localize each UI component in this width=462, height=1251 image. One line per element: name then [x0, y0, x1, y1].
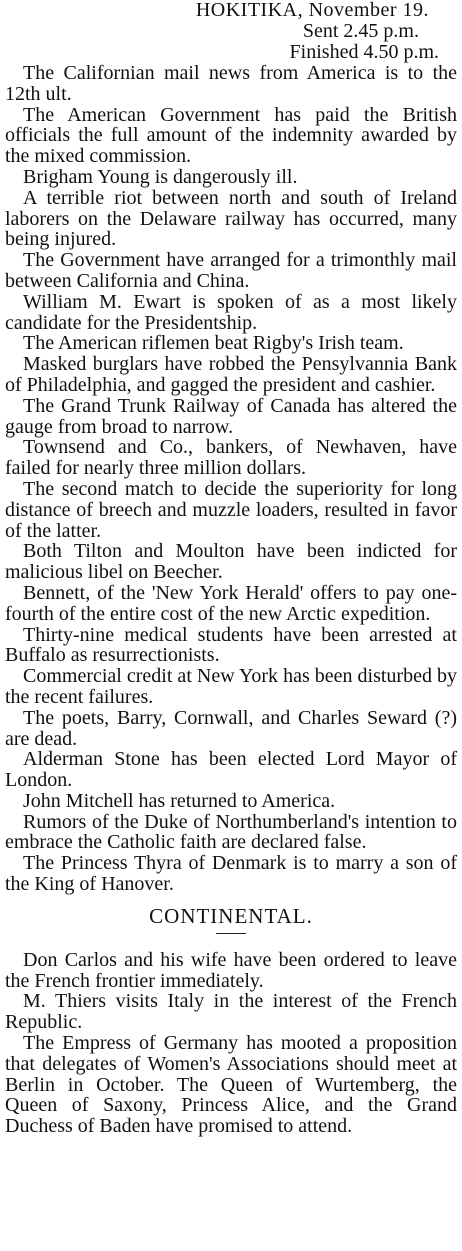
news-item: Commercial credit at New York has been disturbed by the recent failures.: [5, 665, 457, 708]
continental-news: [5, 950, 457, 1137]
news-item: The second match to decide the superiority for long distance of breech and muzzle loaders, resulted in favor of the latter.: [5, 477, 457, 542]
news-item: The poets, Barry, Cornwall, and Charles Seward (?) are dead.: [5, 706, 457, 750]
news-item: Rumors of the Duke of Northumberland's intention to embrace the Catholic faith are declared false.: [5, 810, 457, 854]
news-item: The American riflemen beat Rigby's Irish team.: [23, 332, 404, 355]
news-item: William M. Ewart is spoken of as a most likely candidate for the Presidentship.: [5, 290, 457, 334]
section-heading: CONTINENTAL.: [149, 903, 313, 928]
place-date: HOKITIKA, November 19.: [195, 0, 429, 21]
news-item: M. Thiers visits Italy in the interest of the French Republic.: [5, 990, 457, 1034]
american-news: [5, 63, 457, 895]
news-item: Alderman Stone has been elected Lord Mayor of London.: [5, 748, 457, 792]
news-item: Both Tilton and Moulton have been indicted for malicious libel on Beecher.: [5, 540, 457, 584]
news-item: John Mitchell has returned to America.: [23, 789, 336, 812]
telegram-dateline: [5, 0, 457, 63]
news-item: Don Carlos and his wife have been ordered to leave the French frontier immediately.: [5, 948, 457, 992]
finished-time: Finished 4.50 p.m.: [289, 41, 439, 63]
news-item: The Grand Trunk Railway of Canada has altered the gauge from broad to narrow.: [5, 394, 457, 438]
news-item: Brigham Young is dangerously ill.: [23, 165, 298, 188]
news-item: Thirty-nine medical students have been arrested at Buffalo as resurrectionists.: [5, 623, 457, 667]
news-item: A terrible riot between north and south of Ireland laborers on the Delaware railway has occurred, many being injured.: [5, 186, 457, 251]
news-item: Masked burglars have robbed the Pensylvannia Bank of Philadelphia, and gagged the president and cashier.: [5, 353, 457, 396]
news-item: The Empress of Germany has mooted a proposition that delegates of Women's Associations should meet at Berlin in October. The Queen of Wurtemberg, the Queen of Saxony, Princess Alice, and the Grand Duchess of Baden have promised to attend.: [5, 1032, 457, 1138]
sent-time: Sent 2.45 p.m.: [302, 20, 419, 42]
section-divider: [216, 933, 246, 934]
news-item: Bennett, of the 'New York Herald' offers to pay one-fourth of the entire cost of the new Arctic expedition.: [5, 581, 457, 625]
news-item: The Princess Thyra of Denmark is to marry a son of the King of Hanover.: [5, 852, 457, 896]
news-item: The American Government has paid the British officials the full amount of the indemnity awarded by the mixed commission.: [5, 103, 457, 168]
news-item: The Government have arranged for a trimonthly mail between California and China.: [5, 249, 457, 292]
news-item: The Californian mail news from America is to the 12th ult.: [5, 62, 457, 105]
news-item: Townsend and Co., bankers, of Newhaven, have failed for nearly three million dollars.: [5, 436, 457, 480]
